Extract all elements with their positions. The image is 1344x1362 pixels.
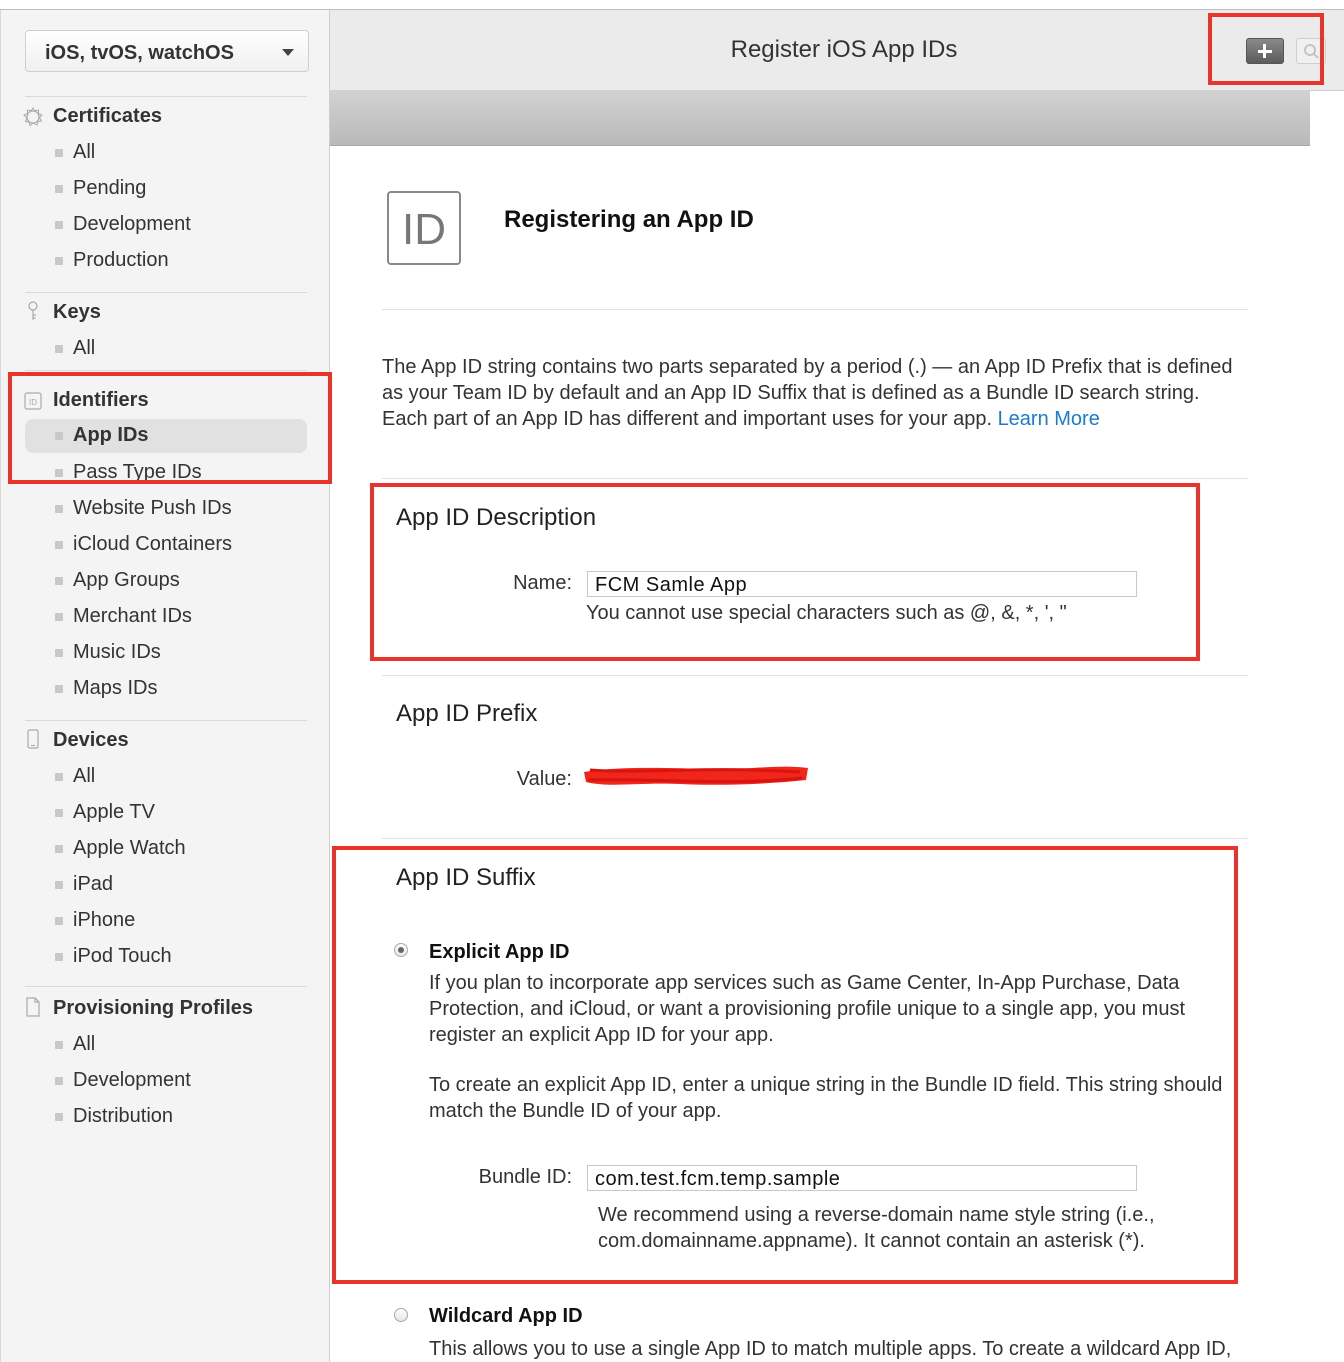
bullet — [55, 1041, 63, 1049]
certificate-icon — [23, 107, 43, 127]
divider — [25, 370, 307, 371]
sidebar-item-ipad[interactable] — [25, 868, 307, 902]
redacted-value-scribble — [580, 760, 812, 790]
sidebar-item-profiles-all[interactable] — [25, 1028, 307, 1062]
sidebar-item-merchant-ids[interactable] — [25, 600, 307, 634]
highlight-box-description — [370, 483, 1200, 661]
section-heading: Registering an App ID — [504, 206, 754, 233]
explicit-app-id-instructions: To create an explicit App ID, enter a unique string in the Bundle ID field. This string should match the Bundle ID of your app. — [429, 1074, 1223, 1122]
key-icon — [23, 301, 43, 321]
sidebar-item-label: Pass Type IDs — [73, 461, 202, 483]
sidebar-item-app-groups[interactable] — [25, 564, 307, 598]
intro-text — [382, 354, 1242, 432]
sidebar-item-label: Distribution — [73, 1105, 174, 1127]
sidebar-item-certificates-all[interactable] — [25, 136, 307, 170]
sidebar-item-iphone[interactable] — [25, 904, 307, 938]
svg-text:ID: ID — [29, 398, 37, 407]
sidebar-item-profiles-distribution[interactable] — [25, 1100, 307, 1134]
highlight-box-suffix — [332, 846, 1238, 1284]
divider — [25, 720, 307, 721]
bullet — [55, 185, 63, 193]
sidebar-item-maps-ids[interactable] — [25, 672, 307, 706]
sidebar-item-keys-all[interactable] — [25, 332, 307, 366]
sidebar-item-music-ids[interactable] — [25, 636, 307, 670]
bundle-id-label: Bundle ID: — [478, 1166, 572, 1188]
sidebar-item-label: App IDs — [73, 424, 149, 446]
sidebar-item-ipod-touch[interactable] — [25, 940, 307, 974]
page-title: Register iOS App IDs — [730, 36, 958, 63]
bullet — [55, 1113, 63, 1121]
divider — [382, 309, 1248, 310]
divider — [382, 675, 1248, 676]
chevron-down-icon — [282, 49, 294, 56]
explicit-app-id-description: If you plan to incorporate app services such as Game Center, In-App Purchase, Data Protection, and iCloud, or want a provisioning profile unique to a single app, you must register an explicit App ID for your app. — [429, 972, 1186, 1046]
sidebar-section-identifiers: Identifiers — [53, 389, 149, 411]
bullet — [55, 953, 63, 961]
learn-more-link[interactable]: Learn More — [997, 408, 1100, 430]
app-id-icon-text: ID — [402, 205, 446, 254]
highlight-box-identifiers — [8, 372, 332, 484]
divider — [25, 986, 307, 987]
sidebar-item-label: All — [73, 1033, 96, 1055]
bullet — [55, 773, 63, 781]
sidebar-item-label: Maps IDs — [73, 677, 158, 699]
bullet — [55, 685, 63, 693]
sidebar-item-label: Pending — [73, 177, 147, 199]
sidebar-section-keys: Keys — [53, 301, 101, 323]
name-field-value: FCM Samle App — [595, 574, 748, 596]
intro-paragraph: The App ID string contains two parts separated by a period (.) — an App ID Prefix that is defined as your Team ID by default and an App ID Suffix that is defined as a Bundle ID search string. Each part of an App ID has different and important uses for your app. — [382, 356, 1233, 430]
bullet — [55, 149, 63, 157]
bullet — [55, 649, 63, 657]
sidebar-item-certificates-pending[interactable] — [25, 172, 307, 206]
explicit-app-id-title: Explicit App ID — [429, 941, 570, 963]
bundle-id-note: We recommend using a reverse-domain name style string (i.e., com.domainname.appname). It cannot contain an asterisk (*). — [598, 1204, 1155, 1252]
name-note: You cannot use special characters such as @, &, *, ', " — [586, 602, 1067, 624]
sidebar-item-profiles-development[interactable] — [25, 1064, 307, 1098]
sidebar-item-label: iPad — [73, 873, 114, 895]
sidebar-item-label: Website Push IDs — [73, 497, 232, 519]
bullet — [55, 541, 63, 549]
bullet — [55, 917, 63, 925]
sidebar-item-label: iPhone — [73, 909, 136, 931]
highlight-box-add-button — [1208, 13, 1324, 85]
sidebar — [0, 10, 330, 1362]
header-band — [330, 91, 1310, 146]
bullet — [55, 845, 63, 853]
sidebar-item-apple-watch[interactable] — [25, 832, 307, 866]
sidebar-item-apple-tv[interactable] — [25, 796, 307, 830]
divider — [382, 478, 1248, 479]
divider — [25, 292, 307, 293]
platform-select[interactable] — [25, 30, 309, 72]
bullet — [55, 613, 63, 621]
sidebar-item-label: Development — [73, 213, 191, 235]
device-icon — [23, 729, 43, 749]
window-top-edge — [0, 0, 1344, 10]
sidebar-item-label: All — [73, 141, 96, 163]
bullet — [55, 221, 63, 229]
document-icon — [23, 997, 43, 1017]
value-label: Value: — [516, 768, 572, 790]
platform-select-value: iOS, tvOS, watchOS — [45, 42, 234, 64]
sidebar-item-label: All — [73, 765, 96, 787]
sidebar-item-label: Music IDs — [73, 641, 161, 663]
divider — [25, 96, 307, 97]
bundle-id-field-value: com.test.fcm.temp.sample — [595, 1168, 841, 1190]
sidebar-item-website-push-ids[interactable] — [25, 492, 307, 526]
bullet — [55, 881, 63, 889]
bullet — [55, 577, 63, 585]
sidebar-item-label: Apple Watch — [73, 837, 186, 859]
app-id-description-title: App ID Description — [396, 504, 597, 531]
sidebar-item-label: iPod Touch — [73, 945, 172, 967]
sidebar-item-label: All — [73, 337, 96, 359]
sidebar-item-label: Production — [73, 249, 169, 271]
app-id-prefix-title: App ID Prefix — [396, 700, 538, 727]
sidebar-section-certificates: Certificates — [53, 105, 162, 127]
sidebar-item-label: iCloud Containers — [73, 533, 232, 555]
sidebar-item-certificates-production[interactable] — [25, 244, 307, 278]
bullet — [55, 257, 63, 265]
bullet — [55, 1077, 63, 1085]
sidebar-item-certificates-development[interactable] — [25, 208, 307, 242]
bullet — [55, 505, 63, 513]
sidebar-section-provisioning-profiles: Provisioning Profiles — [53, 997, 254, 1019]
sidebar-item-label: Development — [73, 1069, 191, 1091]
divider — [382, 838, 1248, 839]
sidebar-item-label: Merchant IDs — [73, 605, 192, 627]
sidebar-item-devices-all[interactable] — [25, 760, 307, 794]
sidebar-section-devices: Devices — [53, 729, 129, 751]
bullet — [55, 345, 63, 353]
sidebar-item-label: Apple TV — [73, 801, 155, 823]
sidebar-item-label: App Groups — [73, 569, 180, 591]
sidebar-item-icloud-containers[interactable] — [25, 528, 307, 562]
app-id-suffix-title: App ID Suffix — [396, 864, 536, 891]
wildcard-app-id-title: Wildcard App ID — [429, 1305, 583, 1327]
bullet — [55, 809, 63, 817]
name-label: Name: — [513, 572, 572, 594]
wildcard-app-id-radio[interactable] — [394, 1308, 408, 1322]
wildcard-app-id-description: This allows you to use a single App ID to match multiple apps. To create a wildcard App ID, — [429, 1338, 1232, 1360]
app-id-icon — [387, 191, 461, 265]
main-header — [330, 10, 1344, 91]
